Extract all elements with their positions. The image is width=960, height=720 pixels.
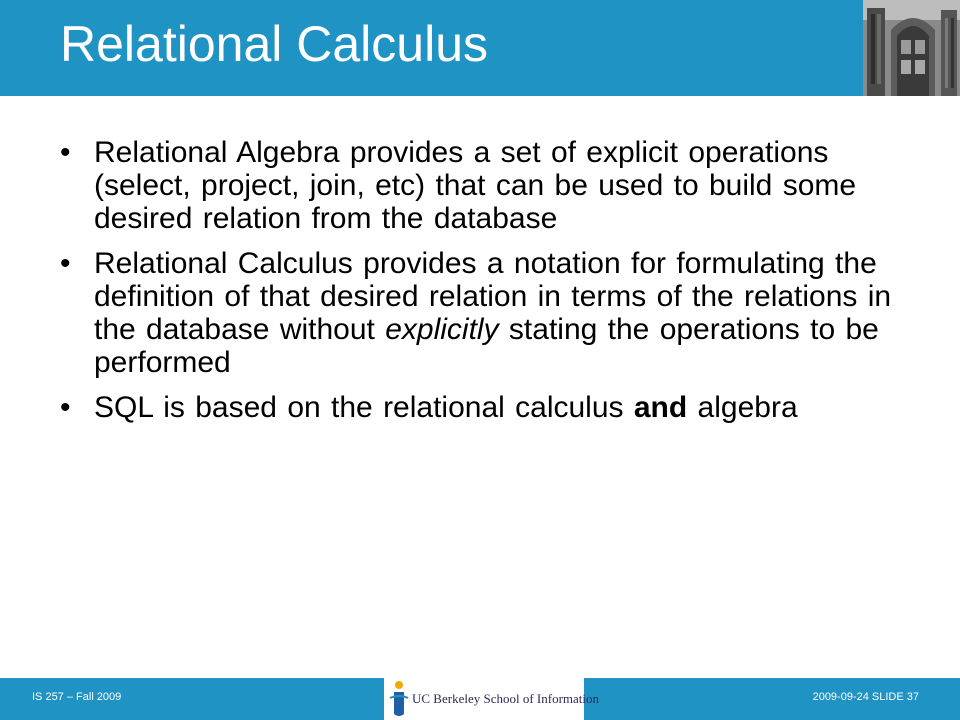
header-photo [863,0,960,96]
bullet-text-end: algebra [687,391,798,424]
ischool-logo-icon [388,680,410,718]
bullet-text: SQL is based on the relational calculus [94,391,634,424]
bullet-marker: • [60,136,71,169]
building-photo-icon [863,0,960,96]
footer-date-slide: 2009-09-24 SLIDE 37 [812,691,919,703]
logo-text: UC Berkeley School of Information [412,691,600,706]
bullet-text: Relational Algebra provides a set of explicit operations (select, project, join, etc) that can be used to build some desired relation from the database [94,136,857,235]
bullet-sql [60,391,900,424]
bullet-emphasis: explicitly [385,313,499,346]
bullet-text-end: stating the operations to be performed [94,313,879,379]
bullet-marker: • [60,247,71,280]
bullet-strong: and [633,391,688,424]
slide-title: Relational Calculus [60,16,489,72]
bullet-relational-calculus [60,247,900,379]
bullet-relational-algebra [60,136,900,235]
bullet-text: Relational Calculus provides a notation for formulating the definition of that desired relation in terms of the relations in the database without [94,247,892,346]
bullet-marker: • [60,391,71,424]
footer-logo [384,678,600,720]
footer-course: IS 257 – Fall 2009 [32,691,122,703]
bullet-list [60,136,900,436]
